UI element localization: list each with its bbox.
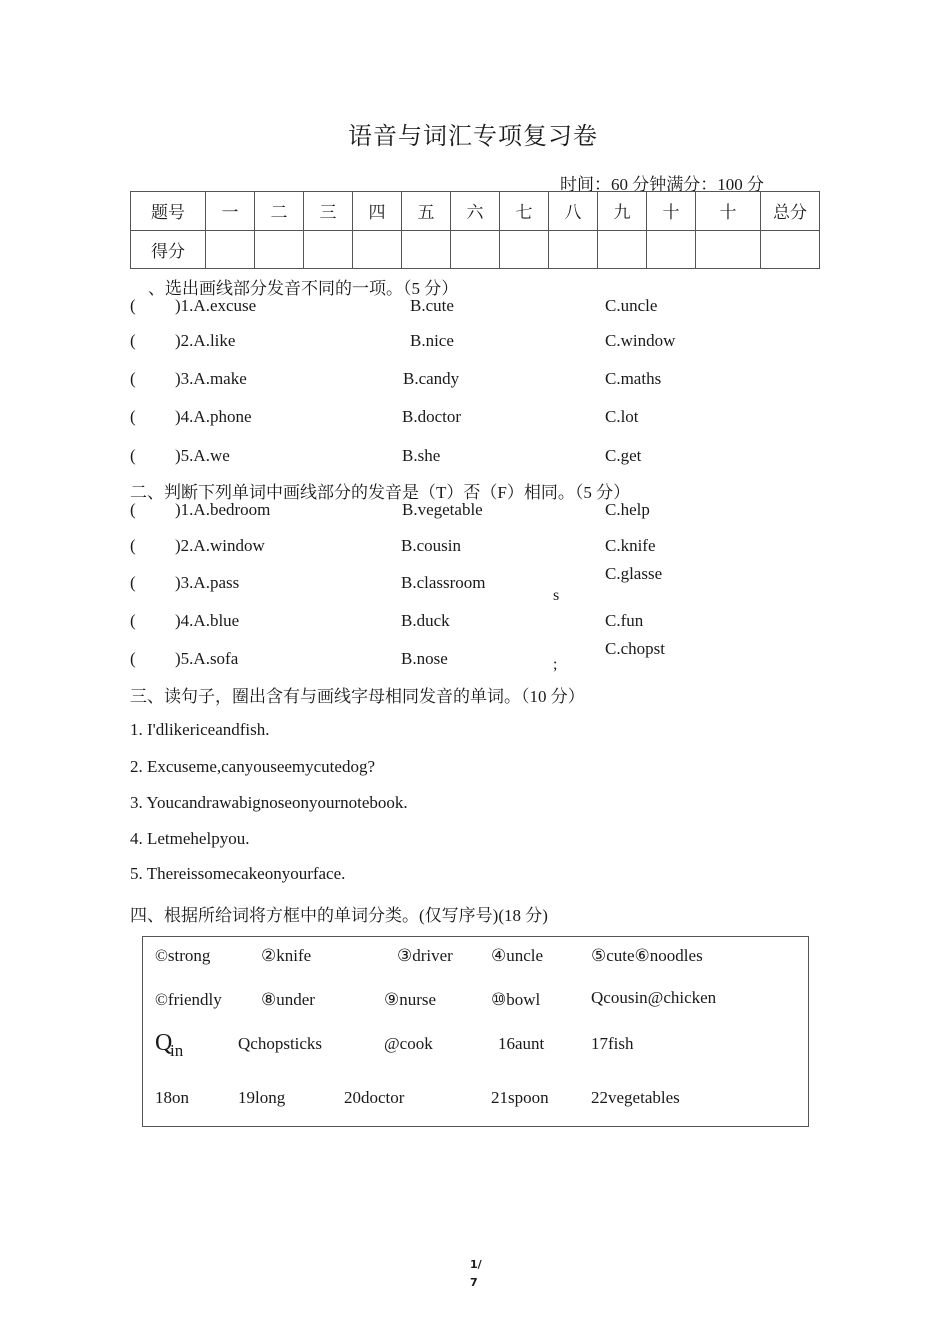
- word-item: in: [170, 1041, 184, 1060]
- option-a: )3.A.pass: [175, 573, 240, 592]
- word-item: @cook: [384, 1034, 433, 1053]
- section2-title: 二、判断下列单词中画线部分的发音是（T）否（F）相同。（5 分）: [130, 483, 631, 502]
- option-c: C.glasse: [605, 564, 663, 583]
- option-a: )4.A.phone: [175, 407, 252, 426]
- score-table-header-row: [131, 192, 820, 231]
- word-box: [142, 936, 809, 1127]
- word-item: ②knife: [261, 946, 312, 965]
- item-paren: (: [130, 649, 136, 668]
- item-paren: (: [130, 573, 136, 592]
- item-paren: (: [130, 331, 136, 350]
- section4-title: 四、根据所给词将方框中的单词分类。(仅写序号)(18 分): [130, 906, 548, 925]
- option-b: B.cute: [410, 296, 454, 315]
- score-cell[interactable]: [255, 230, 304, 269]
- option-b: B.doctor: [402, 407, 462, 426]
- word-item: ⑩bowl: [491, 990, 541, 1009]
- option-c-fragment: ;: [553, 656, 558, 673]
- header-cell: 四: [353, 192, 402, 231]
- header-cell: 十: [647, 192, 696, 231]
- word-item: ©friendly: [155, 990, 222, 1009]
- item-paren: (: [130, 369, 136, 388]
- item-paren: (: [130, 500, 136, 519]
- item-paren: (: [130, 296, 136, 315]
- score-cell[interactable]: [647, 230, 696, 269]
- option-a: )1.A.bedroom: [175, 500, 271, 519]
- option-a: )2.A.window: [175, 536, 265, 555]
- word-item: Qcousin@chicken: [591, 988, 717, 1007]
- header-cell: 二: [255, 192, 304, 231]
- option-a: )5.A.sofa: [175, 649, 239, 668]
- header-cell: 五: [402, 192, 451, 231]
- option-b: B.nice: [410, 331, 454, 350]
- score-cell[interactable]: [598, 230, 647, 269]
- section1-title: 、选出画线部分发音不同的一项。（5 分）: [148, 279, 459, 298]
- word-item-glyph: Q: [155, 1030, 173, 1056]
- word-item: 16aunt: [498, 1034, 545, 1053]
- word-item: ⑨nurse: [384, 990, 437, 1009]
- option-a: )3.A.make: [175, 369, 247, 388]
- header-cell: 八: [549, 192, 598, 231]
- option-c: C.knife: [605, 536, 656, 555]
- sentence: 4. Letmehelpyou.: [130, 829, 250, 848]
- option-b: B.vegetable: [402, 500, 483, 519]
- option-a: )2.A.like: [175, 331, 236, 350]
- option-b: B.she: [402, 446, 441, 465]
- option-b: B.nose: [401, 649, 448, 668]
- header-cell: 七: [500, 192, 549, 231]
- option-c: C.uncle: [605, 296, 658, 315]
- option-b: B.cousin: [401, 536, 461, 555]
- option-c: C.chopst: [605, 639, 665, 658]
- header-cell: 一: [206, 192, 255, 231]
- time-info: 时间：60 分钟满分：100 分: [560, 175, 764, 194]
- option-c: C.fun: [605, 611, 644, 630]
- option-a: )4.A.blue: [175, 611, 240, 630]
- sentence: 1. I'dlikericeandfish.: [130, 720, 270, 739]
- score-table: [130, 191, 820, 269]
- option-a: )1.A.excuse: [175, 296, 257, 315]
- sentence: 2. Excuseme,canyouseemycutedog?: [130, 757, 375, 776]
- word-item: 21spoon: [491, 1088, 549, 1107]
- sentence: 3. Youcandrawabignoseonyournotebook.: [130, 793, 408, 812]
- word-item: ④uncle: [491, 946, 544, 965]
- word-item: 18on: [155, 1088, 189, 1107]
- option-b: B.duck: [401, 611, 450, 630]
- header-cell: 十: [696, 192, 761, 231]
- score-cell[interactable]: [696, 230, 761, 269]
- score-cell[interactable]: [451, 230, 500, 269]
- score-table-score-row: [131, 230, 820, 269]
- option-c-fragment: s: [553, 587, 560, 604]
- word-item: 20doctor: [344, 1088, 405, 1107]
- score-cell[interactable]: [500, 230, 549, 269]
- word-item: 19long: [238, 1088, 286, 1107]
- score-cell[interactable]: [549, 230, 598, 269]
- item-paren: (: [130, 446, 136, 465]
- header-cell: 总分: [761, 192, 820, 231]
- word-item: 17fish: [591, 1034, 634, 1053]
- option-c: C.maths: [605, 369, 662, 388]
- page-title: 语音与词汇专项复习卷: [348, 124, 598, 150]
- header-cell: 九: [598, 192, 647, 231]
- option-c: C.window: [605, 331, 676, 350]
- header-cell: 六: [451, 192, 500, 231]
- page-number: 1/: [470, 1258, 482, 1271]
- word-item: ⑤cute⑥noodles: [591, 946, 703, 965]
- sentence: 5. Thereissomecakeonyourface.: [130, 864, 346, 883]
- word-item: 22vegetables: [591, 1088, 680, 1107]
- header-cell: 三: [304, 192, 353, 231]
- item-paren: (: [130, 536, 136, 555]
- option-c: C.help: [605, 500, 650, 519]
- option-b: B.classroom: [401, 573, 486, 592]
- word-item: ③driver: [397, 946, 453, 965]
- item-paren: (: [130, 611, 136, 630]
- option-c: C.get: [605, 446, 642, 465]
- score-cell[interactable]: [206, 230, 255, 269]
- option-a: )5.A.we: [175, 446, 230, 465]
- header-cell: 题号: [131, 192, 206, 231]
- score-cell[interactable]: [402, 230, 451, 269]
- score-cell[interactable]: [761, 230, 820, 269]
- item-paren: (: [130, 407, 136, 426]
- section3-title: 三、读句子，圈出含有与画线字母相同发音的单词。（10 分）: [130, 687, 585, 706]
- word-item: ⑧under: [261, 990, 315, 1009]
- score-cell[interactable]: [353, 230, 402, 269]
- page-total: 7: [470, 1276, 478, 1289]
- score-cell[interactable]: [304, 230, 353, 269]
- word-item: ©strong: [155, 946, 211, 965]
- option-c: C.lot: [605, 407, 639, 426]
- score-row-label: 得分: [131, 230, 206, 269]
- option-b: B.candy: [403, 369, 460, 388]
- word-item: Qchopsticks: [238, 1034, 323, 1053]
